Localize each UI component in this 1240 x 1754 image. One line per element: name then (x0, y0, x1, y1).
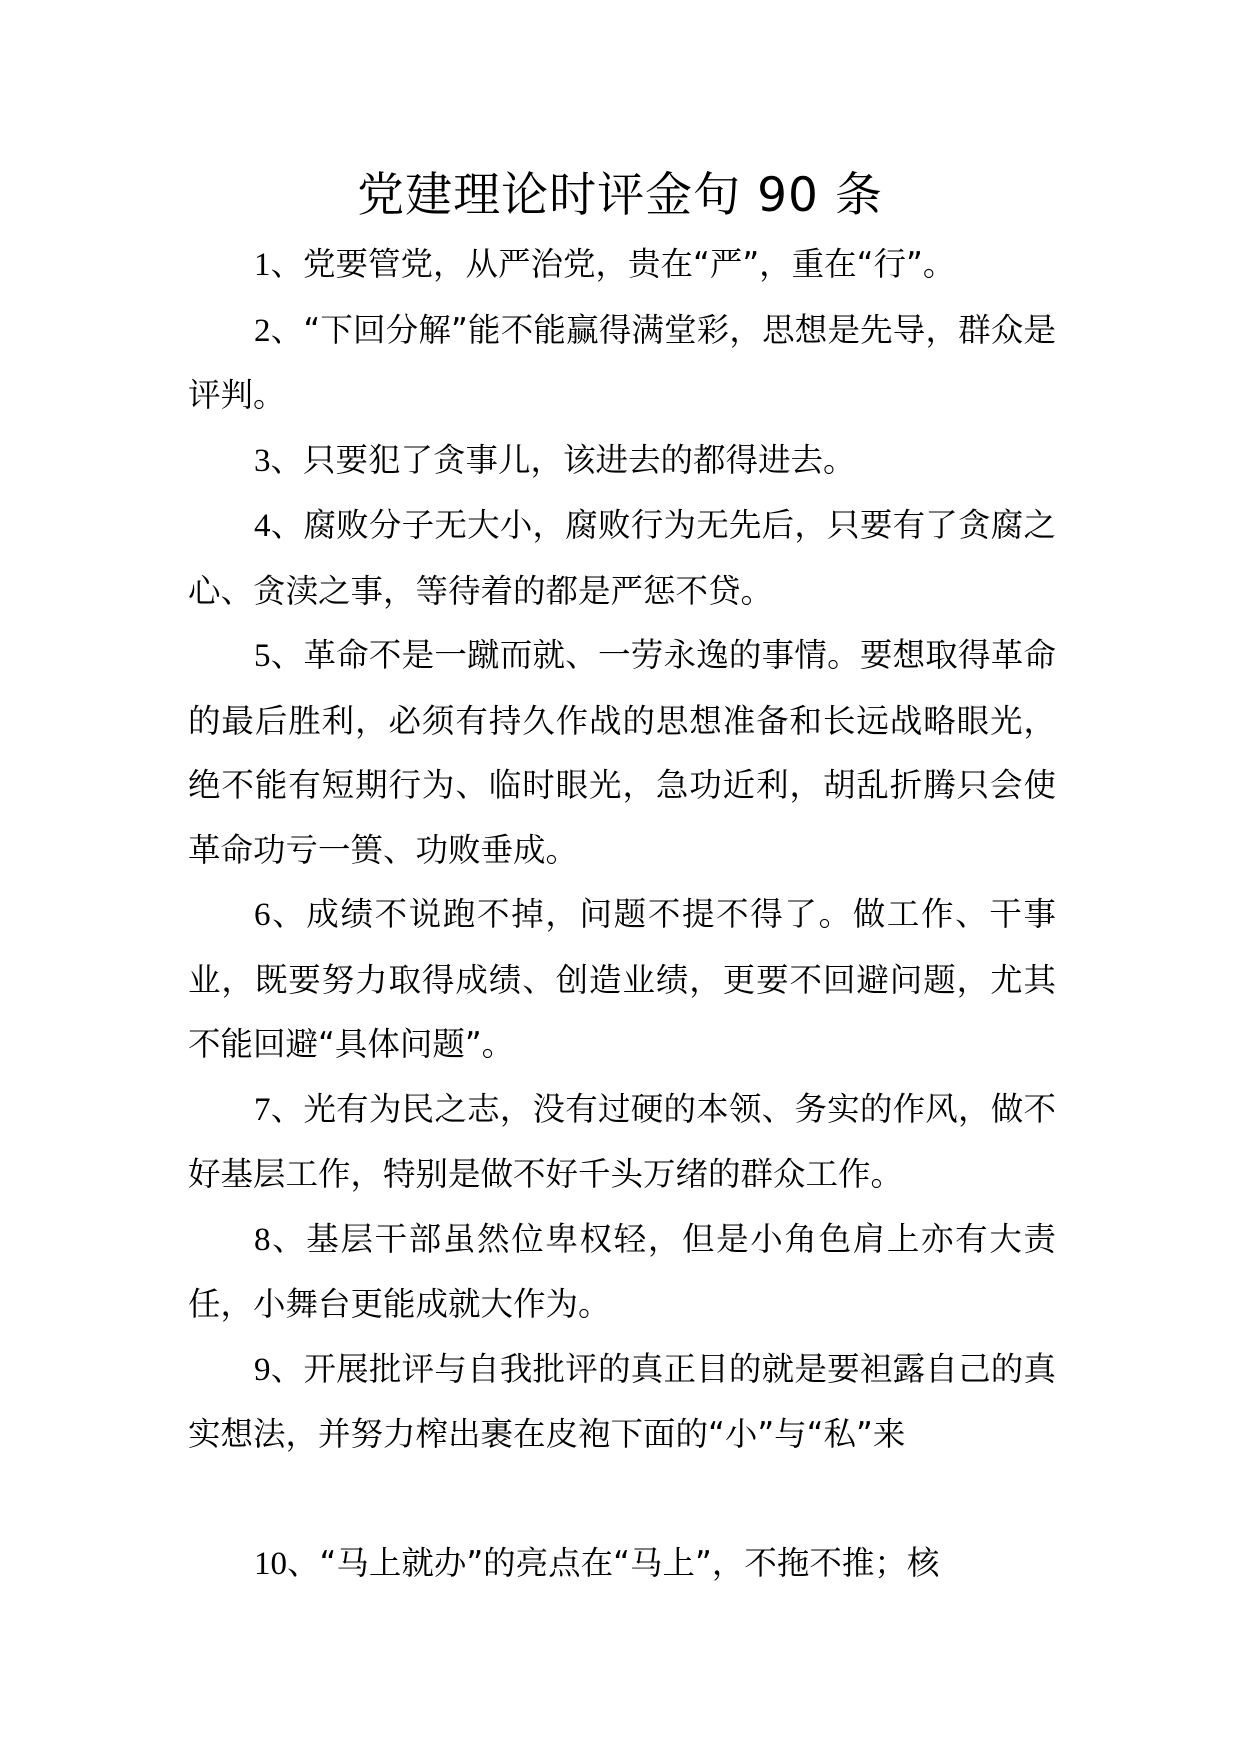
paragraph-7 (188, 1077, 1056, 1207)
paragraph-text: 、基层干部虽然位卑权轻，但是小角色肩上亦有大责任，小舞台更能成就大作为。 (188, 1219, 1056, 1323)
paragraph-text: 、成绩不说跑不掉，问题不提不得了。做工作、干事业，既要努力取得成绩、创造业绩，更要不回避问题，尤其不能回避“具体问题”。 (188, 895, 1056, 1063)
paragraph-number: 2 (254, 312, 271, 349)
paragraph-text: 、党要管党，从严治党，贵在“严”，重在“行”。 (270, 245, 956, 283)
document-body (188, 232, 1056, 1597)
paragraph-number: 4 (254, 508, 271, 544)
paragraph-text: 、腐败分子无大小，腐败行为无先后，只要有了贪腐之心、贪渎之事，等待着的都是严惩不贷。 (188, 506, 1056, 610)
paragraph-3 (188, 428, 1056, 494)
paragraph-number: 10 (254, 1546, 287, 1582)
paragraph-number: 5 (254, 638, 271, 674)
paragraph-number: 8 (254, 1221, 271, 1258)
paragraph-number: 6 (254, 897, 271, 933)
paragraph-text: 、“马上就办”的亮点在“马上”，不拖不推；核 (287, 1544, 940, 1582)
paragraph-text: 、开展批评与自我批评的真正目的就是要袒露自己的真实想法，并努力榨出裹在皮袍下面的“小”与“私”来 (188, 1349, 1056, 1453)
paragraph-text: 、革命不是一蹴而就、一劳永逸的事情。要想取得革命的最后胜利，必须有持久作战的思想准备和长远战略眼光，绝不能有短期行为、临时眼光，急功近利，胡乱折腾只会使革命功亏一篑、功败垂成。 (188, 636, 1056, 869)
document-title: 党建理论时评金句 90 条 (357, 168, 883, 223)
paragraph-number: 7 (254, 1091, 271, 1128)
paragraph-5 (188, 623, 1056, 882)
paragraph-text: 、只要犯了贪事儿，该进去的都得进去。 (270, 440, 856, 479)
paragraph-8 (188, 1207, 1056, 1337)
paragraph-10 (188, 1531, 1056, 1597)
paragraph-text: 、“下回分解”能不能赢得满堂彩，思想是先导，群众是评判。 (188, 310, 1056, 414)
paragraph-gap (188, 1467, 1056, 1532)
paragraph-number: 3 (254, 442, 271, 479)
paragraph-1 (188, 232, 1056, 298)
paragraph-text: 、光有为民之志，没有过硬的本领、务实的作风，做不好基层工作，特别是做不好千头万绪的群众工作。 (188, 1089, 1056, 1193)
paragraph-6 (188, 882, 1056, 1077)
paragraph-4 (188, 493, 1056, 623)
paragraph-number: 1 (254, 247, 271, 283)
paragraph-2 (188, 298, 1056, 428)
paragraph-number: 9 (254, 1351, 271, 1388)
paragraph-9 (188, 1337, 1056, 1467)
